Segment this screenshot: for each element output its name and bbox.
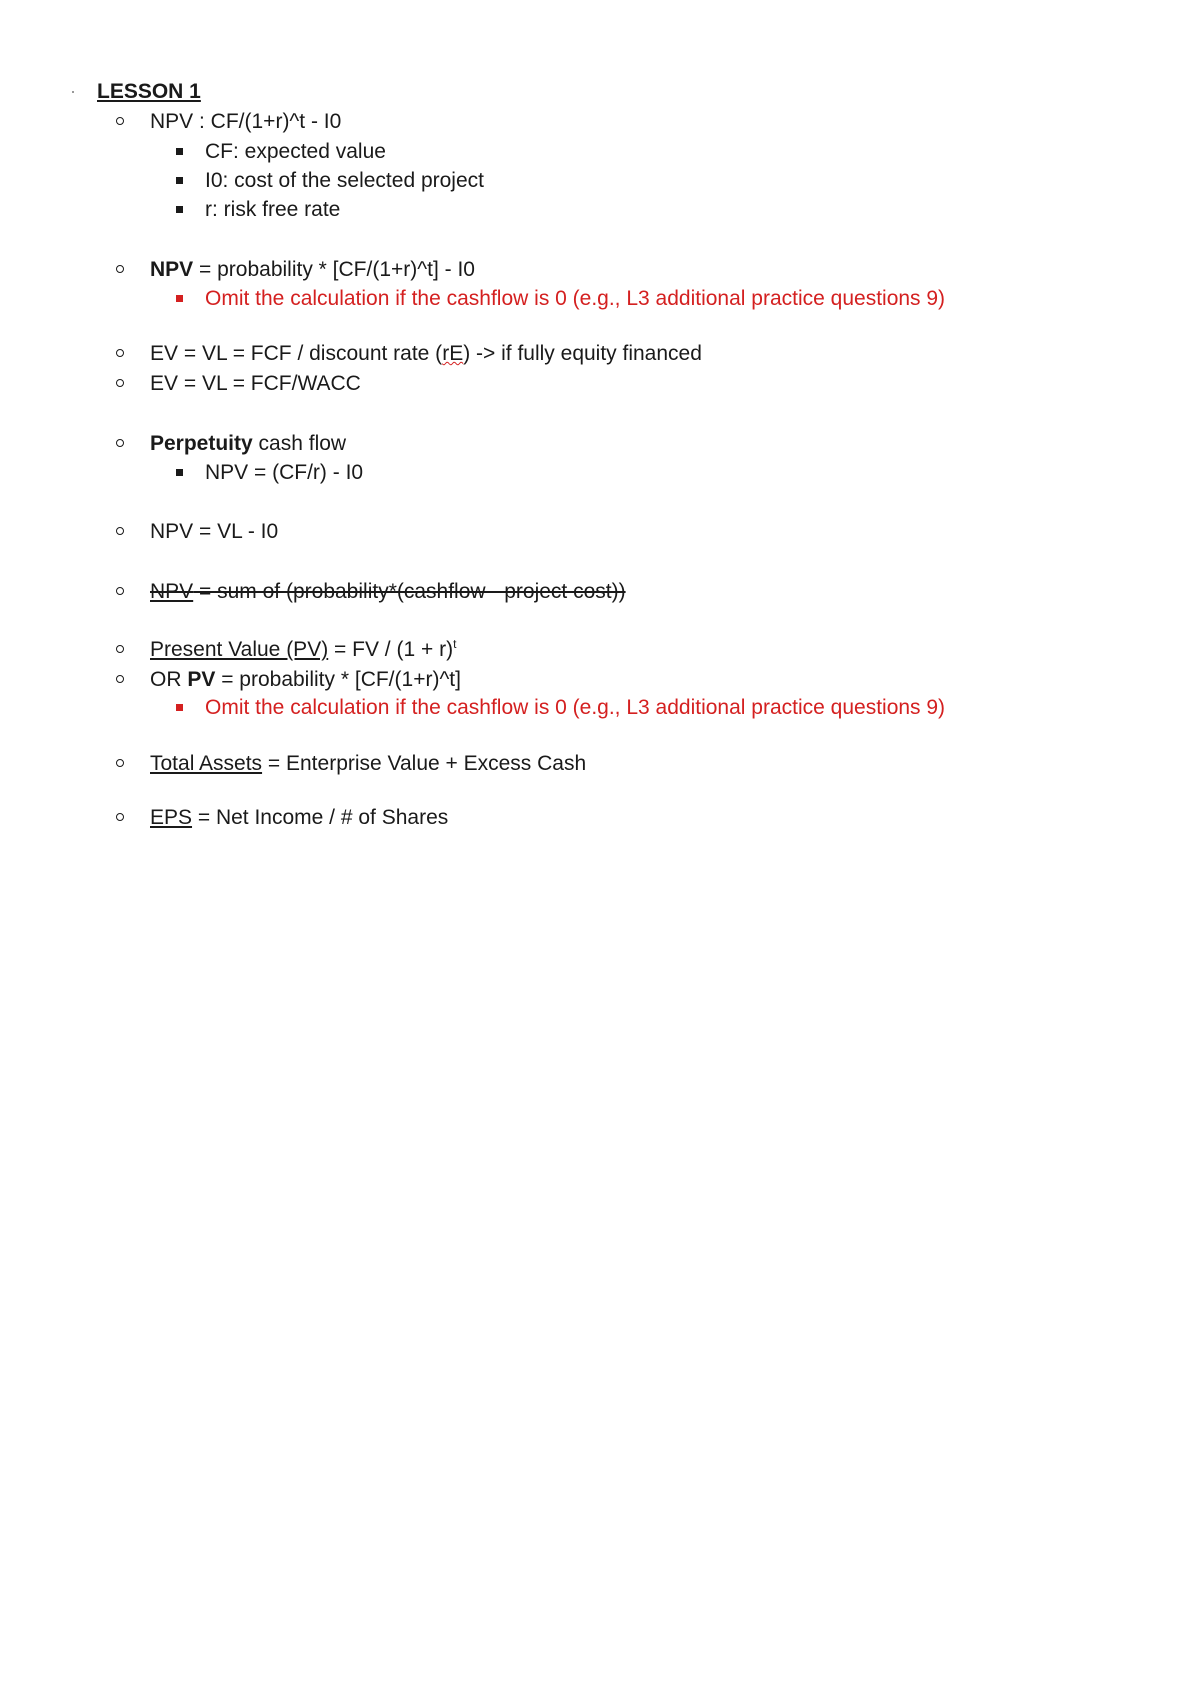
lesson-title: LESSON 1 — [97, 80, 201, 103]
circle-bullet-icon — [116, 379, 124, 387]
circle-bullet-icon — [116, 675, 124, 683]
npv-label: NPV — [150, 258, 194, 281]
square-bullet-icon — [176, 148, 183, 155]
npv-struck-text — [150, 580, 626, 603]
present-value-label: Present Value (PV) — [150, 638, 329, 661]
omit-note: Omit the calculation if the cashflow is 0 (e.g., L3 additional practice questions 9) — [205, 287, 946, 310]
eps-label: EPS — [150, 806, 193, 829]
list-item-omit-note — [205, 285, 945, 313]
list-item-npv-probability — [150, 256, 475, 284]
circle-bullet-icon — [116, 439, 124, 447]
ev-wacc-formula: EV = VL = FCF/WACC — [150, 372, 361, 395]
page-dot-mark — [72, 91, 74, 93]
list-item-r-def — [205, 196, 340, 224]
circle-bullet-icon — [116, 645, 124, 653]
pv-label: PV — [187, 668, 216, 691]
or-pv-rest: = probability * [CF/(1+r)^t] — [215, 668, 461, 691]
square-bullet-icon — [176, 704, 183, 711]
cf-definition: CF: expected value — [205, 140, 386, 163]
circle-bullet-icon — [116, 265, 124, 273]
i0-definition: I0: cost of the selected project — [205, 169, 484, 192]
ev-equity-post: ) -> if fully equity financed — [463, 342, 702, 365]
list-item-npv-basic — [150, 108, 341, 136]
square-bullet-icon — [176, 206, 183, 213]
list-item-npv-struck — [150, 578, 626, 606]
list-item-or-pv — [150, 666, 461, 694]
npv-basic-formula: NPV : CF/(1+r)^t - I0 — [150, 110, 342, 133]
re-letter: r — [442, 342, 450, 365]
list-item-total-assets — [150, 750, 586, 778]
list-item-perpetuity-npv — [205, 459, 363, 487]
list-item-i0-def — [205, 167, 484, 195]
square-bullet-icon — [176, 469, 183, 476]
npv-vl-formula: NPV = VL - I0 — [150, 520, 279, 543]
list-item-omit-note-2 — [205, 694, 945, 722]
circle-bullet-icon — [116, 349, 124, 357]
list-item-ev-equity — [150, 340, 702, 368]
re-subscript: E — [449, 342, 464, 365]
circle-bullet-icon — [116, 759, 124, 767]
present-value-exponent: t — [453, 637, 457, 651]
or-pv-pre: OR — [150, 668, 188, 691]
list-item-ev-wacc — [150, 370, 361, 398]
circle-bullet-icon — [116, 117, 124, 125]
perpetuity-rest: cash flow — [252, 432, 347, 455]
eps-rest: = Net Income / # of Shares — [192, 806, 449, 829]
list-item-npv-vl — [150, 518, 278, 546]
list-item-cf-def — [205, 138, 386, 166]
perpetuity-label: Perpetuity — [150, 432, 253, 455]
re-symbol — [442, 342, 463, 365]
ev-equity-pre: EV = VL = FCF / discount rate ( — [150, 342, 443, 365]
list-item-present-value — [150, 636, 456, 664]
circle-bullet-icon — [116, 813, 124, 821]
npv-struck-rest: = sum of (probability*(cashflow - project cost)) — [193, 580, 626, 603]
square-bullet-icon — [176, 295, 183, 302]
list-item-perpetuity — [150, 430, 346, 458]
perpetuity-npv-formula: NPV = (CF/r) - I0 — [205, 461, 364, 484]
npv-struck-label: NPV — [150, 580, 194, 603]
list-item-eps — [150, 804, 448, 832]
omit-note-2: Omit the calculation if the cashflow is 0 (e.g., L3 additional practice questions 9) — [205, 696, 946, 719]
r-definition: r: risk free rate — [205, 198, 341, 221]
npv-probability-formula: = probability * [CF/(1+r)^t] - I0 — [193, 258, 475, 281]
present-value-rest: = FV / (1 + r) — [328, 638, 454, 661]
total-assets-rest: = Enterprise Value + Excess Cash — [262, 752, 587, 775]
circle-bullet-icon — [116, 527, 124, 535]
total-assets-label: Total Assets — [150, 752, 263, 775]
square-bullet-icon — [176, 177, 183, 184]
circle-bullet-icon — [116, 587, 124, 595]
